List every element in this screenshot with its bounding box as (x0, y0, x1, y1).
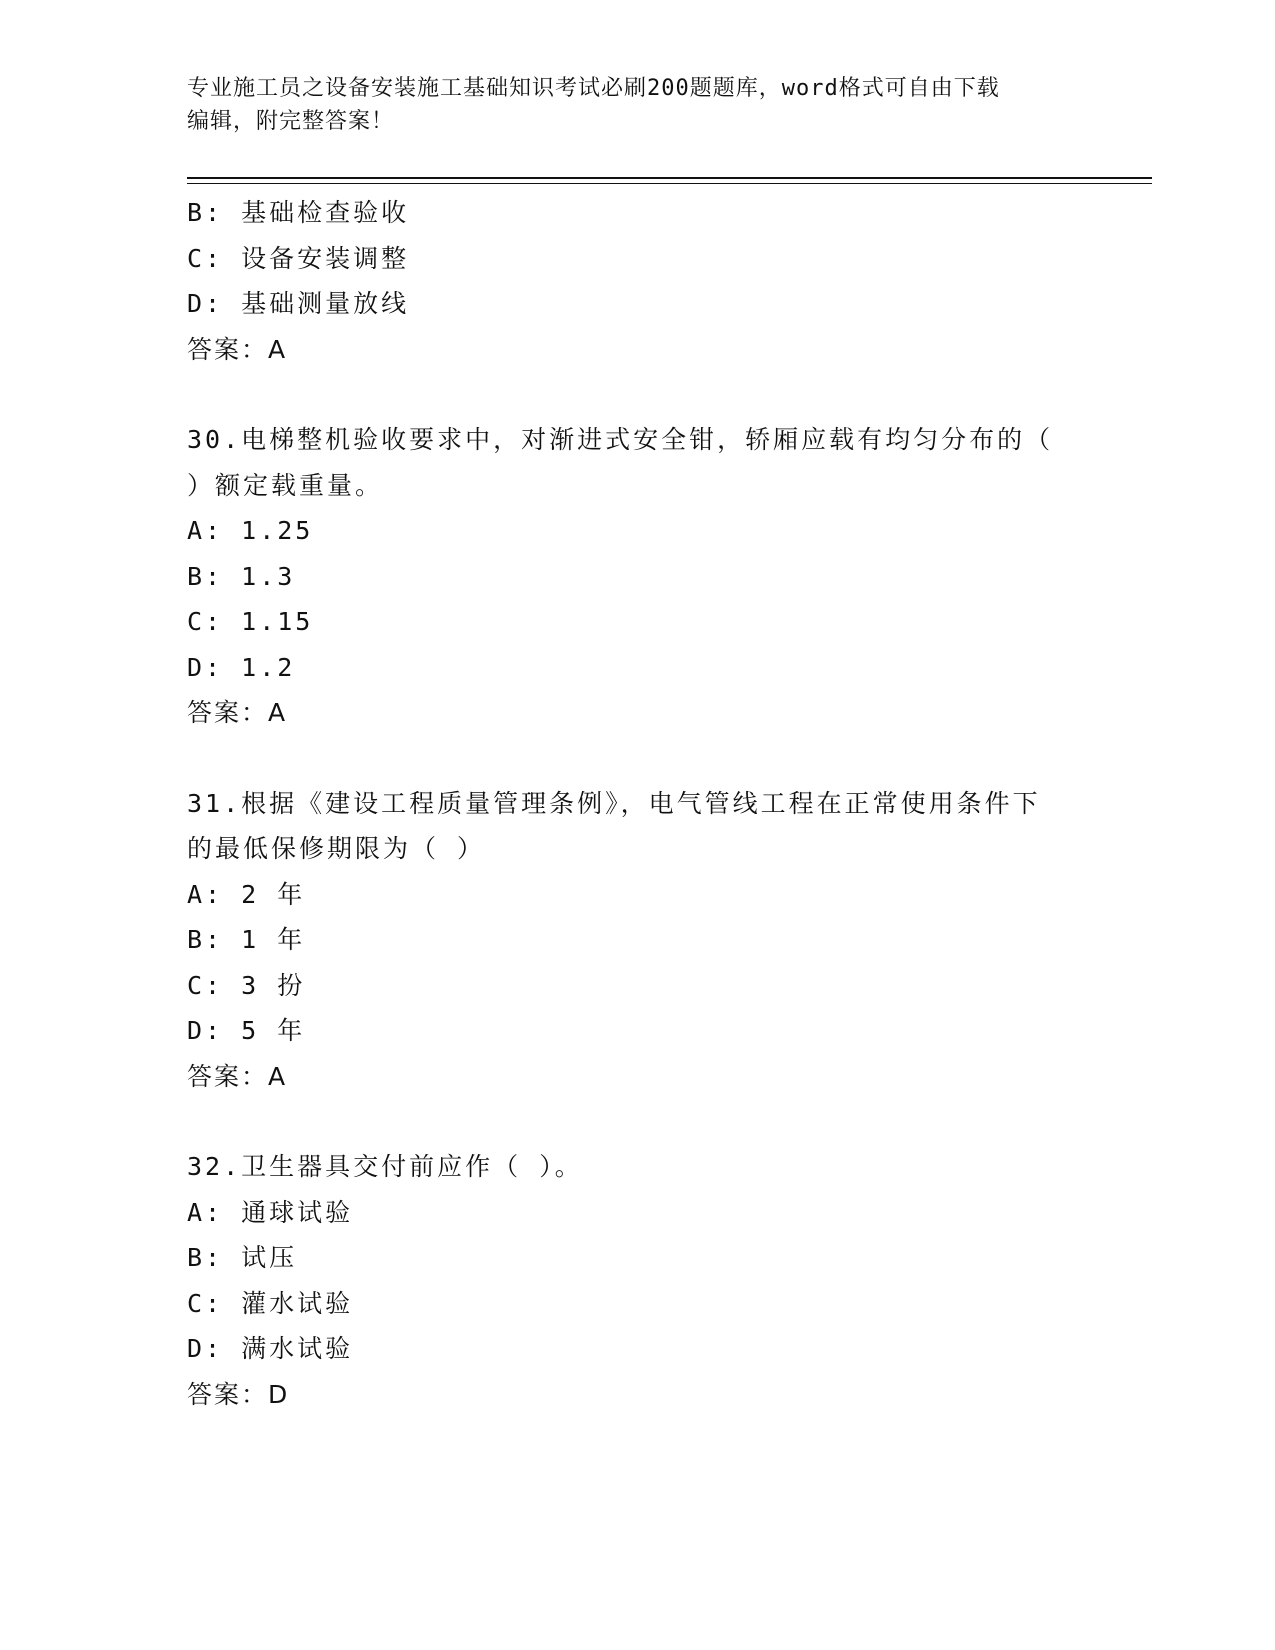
option-b: B: 试压 (187, 1243, 298, 1272)
option-d: D: 5 年 (187, 1016, 306, 1045)
option-c: C: 设备安装调整 (187, 243, 410, 273)
spacer (187, 372, 1087, 417)
document-header (187, 72, 1067, 138)
question-text-line2: 的最低保修期限为（ ） (187, 834, 486, 863)
option-b: B: 基础检查验收 (187, 198, 410, 227)
answer-label: 答案：A (187, 1061, 288, 1091)
option-d: D: 1.2 (187, 652, 296, 682)
answer-label: 答案：A (187, 334, 288, 364)
option-d: D: 满水试验 (187, 1334, 354, 1363)
option-c: C: 1.15 (187, 607, 314, 636)
spacer (187, 1099, 1087, 1144)
question-text-line1: 31.根据《建设工程质量管理条例》，电气管线工程在正常使用条件下 (187, 788, 1041, 818)
option-c: C: 灌水试验 (187, 1288, 354, 1318)
header-title-line1: 专业施工员之设备安装施工基础知识考试必刷200题题库，word格式可自由下载 (187, 76, 1000, 101)
option-a: A: 1.25 (187, 516, 314, 545)
question-list (187, 190, 1087, 1417)
option-a: A: 通球试验 (187, 1197, 354, 1227)
question-text-line2: ）额定载重量。 (187, 470, 384, 500)
option-a: A: 2 年 (187, 879, 306, 909)
question-text-line1: 32.卫生器具交付前应作（ ）。 (187, 1152, 583, 1181)
header-divider-thick (187, 177, 1152, 179)
option-b: B: 1.3 (187, 561, 296, 591)
option-b: B: 1 年 (187, 925, 306, 954)
option-c: C: 3 扮 (187, 970, 306, 1000)
question-32 (187, 1144, 1087, 1417)
question-31 (187, 781, 1087, 1100)
answer-label: 答案：A (187, 698, 288, 727)
question-text-line1: 30.电梯整机验收要求中，对渐进式安全钳，轿厢应载有均匀分布的（ (187, 425, 1054, 454)
answer-label: 答案：D (187, 1379, 290, 1409)
question-30 (187, 417, 1087, 736)
spacer (187, 736, 1087, 781)
option-d: D: 基础测量放线 (187, 289, 410, 318)
header-divider-thin (187, 183, 1152, 184)
question-29 (187, 190, 1087, 372)
header-title-line2: 编辑，附完整答案！ (187, 109, 395, 134)
